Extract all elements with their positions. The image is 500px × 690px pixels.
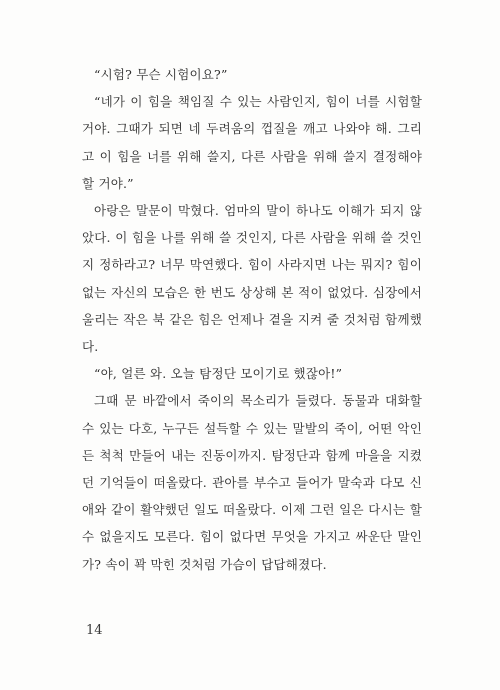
page-number: 14	[86, 623, 103, 638]
narrative-paragraph: 그때 문 바깥에서 죽이의 목소리가 들렸다. 동물과 대화할 수 있는 다호, 누구든 설득할 수 있는 말발의 죽이, 어떤 악인든 척척 만들어 내는 진동이까지. 탐정단과 함께 마을을 지켰던 기억들이 떠올랐다. 관아를 부수고 들어가 말숙과 다모 신애와 같이 활약했던 일도 떠올랐다. 이제 그런 일은 다시는 할 수 없을지도 모른다. 힘이 없다면 무엇을 가지고 싸운단 말인가? 속이 꽉 막힌 것처럼 가슴이 답답해졌다.	[82, 393, 422, 572]
dialogue-paragraph: “네가 이 힘을 책임질 수 있는 사람인지, 힘이 너를 시험할 거야. 그때가 되면 네 두려움의 껍질을 깨고 나와야 해. 그리고 이 힘을 너를 위해 쓸지, 다른 사람을 위해 쓸지 결정해야 할 거야.”	[82, 94, 422, 191]
narrative-paragraph: 아랑은 말문이 막혔다. 엄마의 말이 하나도 이해가 되지 않았다. 이 힘을 나를 위해 쓸 것인지, 다른 사람을 위해 쓸 것인지 정하라고? 너무 막연했다. 힘이 사라지면 나는 뭐지? 힘이 없는 자신의 모습은 한 번도 상상해 본 적이 없었다. 심장에서 울리는 작은 북 같은 힘은 언제나 곁을 지켜 줄 것처럼 함께했다.	[82, 203, 422, 355]
dialogue-paragraph: “시험? 무슨 시험이요?”	[94, 67, 228, 82]
body-text	[82, 61, 422, 578]
dialogue-paragraph: “야, 얼른 와. 오늘 탐정단 모이기로 했잖아!”	[94, 366, 343, 382]
